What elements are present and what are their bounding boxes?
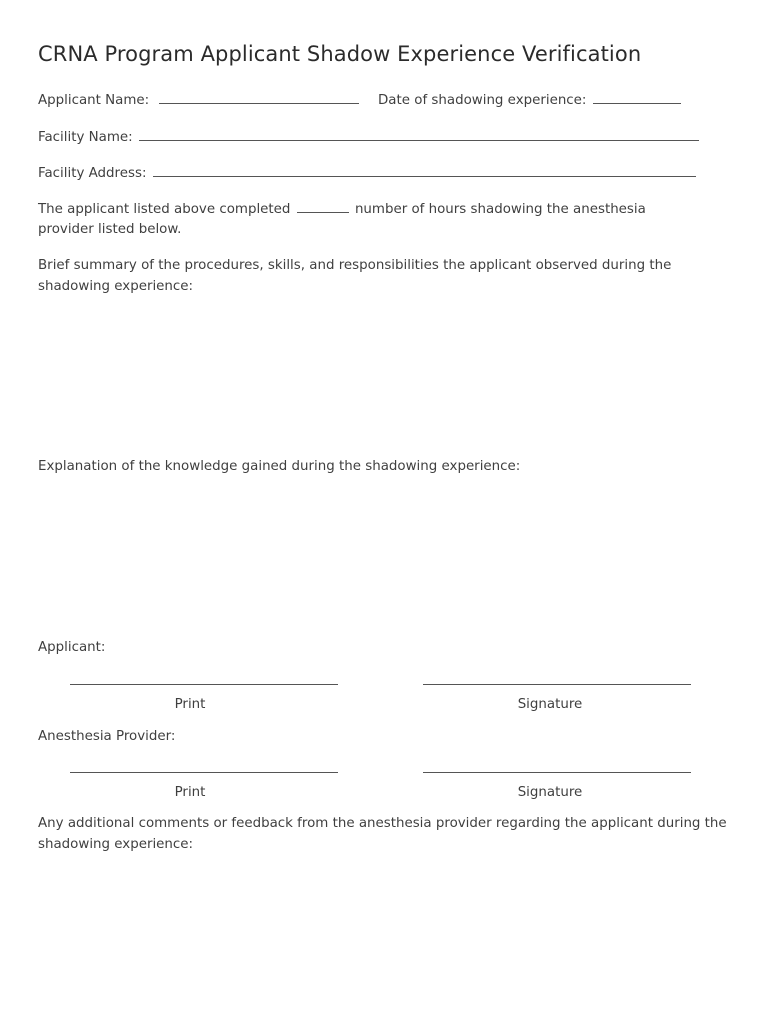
facility-address-field[interactable]: [153, 162, 696, 177]
facility-name-row: [38, 126, 701, 148]
provider-print-line[interactable]: [70, 772, 338, 773]
hours-field[interactable]: [297, 198, 349, 213]
provider-print-label: Print: [174, 785, 206, 800]
provider-section-label: Anesthesia Provider:: [38, 729, 176, 744]
facility-address-row: [38, 162, 698, 184]
form-title: CRNA Program Applicant Shadow Experience Verification: [38, 42, 642, 66]
provider-signature-line[interactable]: [423, 772, 691, 773]
applicant-print-label: Print: [174, 697, 206, 712]
hours-text-line2: provider listed below.: [38, 222, 182, 237]
knowledge-answer-area[interactable]: [38, 480, 732, 630]
facility-name-field[interactable]: [139, 126, 699, 141]
applicant-signature-line[interactable]: [423, 684, 691, 685]
facility-name-label: Facility Name:: [38, 130, 133, 145]
knowledge-prompt: Explanation of the knowledge gained during the shadowing experience:: [38, 459, 521, 474]
facility-address-label: Facility Address:: [38, 166, 147, 181]
provider-signature-label: Signature: [517, 785, 583, 800]
summary-answer-area[interactable]: [38, 300, 732, 450]
summary-prompt: Brief summary of the procedures, skills, and responsibilities the applicant observed during the shadowing experience:: [38, 258, 672, 294]
applicant-name-row: [38, 89, 683, 111]
comments-answer-area[interactable]: [38, 860, 732, 1000]
comments-prompt: Any additional comments or feedback from the anesthesia provider regarding the applicant during the shadowing experience:: [38, 816, 727, 852]
applicant-print-line[interactable]: [70, 684, 338, 685]
applicant-section-label: Applicant:: [38, 640, 106, 655]
hours-text-before: The applicant listed above completed: [38, 202, 291, 217]
hours-text-after: number of hours shadowing the anesthesia: [354, 202, 646, 217]
applicant-name-field[interactable]: [159, 89, 359, 104]
date-label: Date of shadowing experience:: [377, 93, 587, 108]
applicant-signature-label: Signature: [517, 697, 583, 712]
date-field[interactable]: [593, 89, 681, 104]
applicant-name-label: Applicant Name:: [38, 93, 150, 108]
hours-row: [38, 198, 646, 220]
